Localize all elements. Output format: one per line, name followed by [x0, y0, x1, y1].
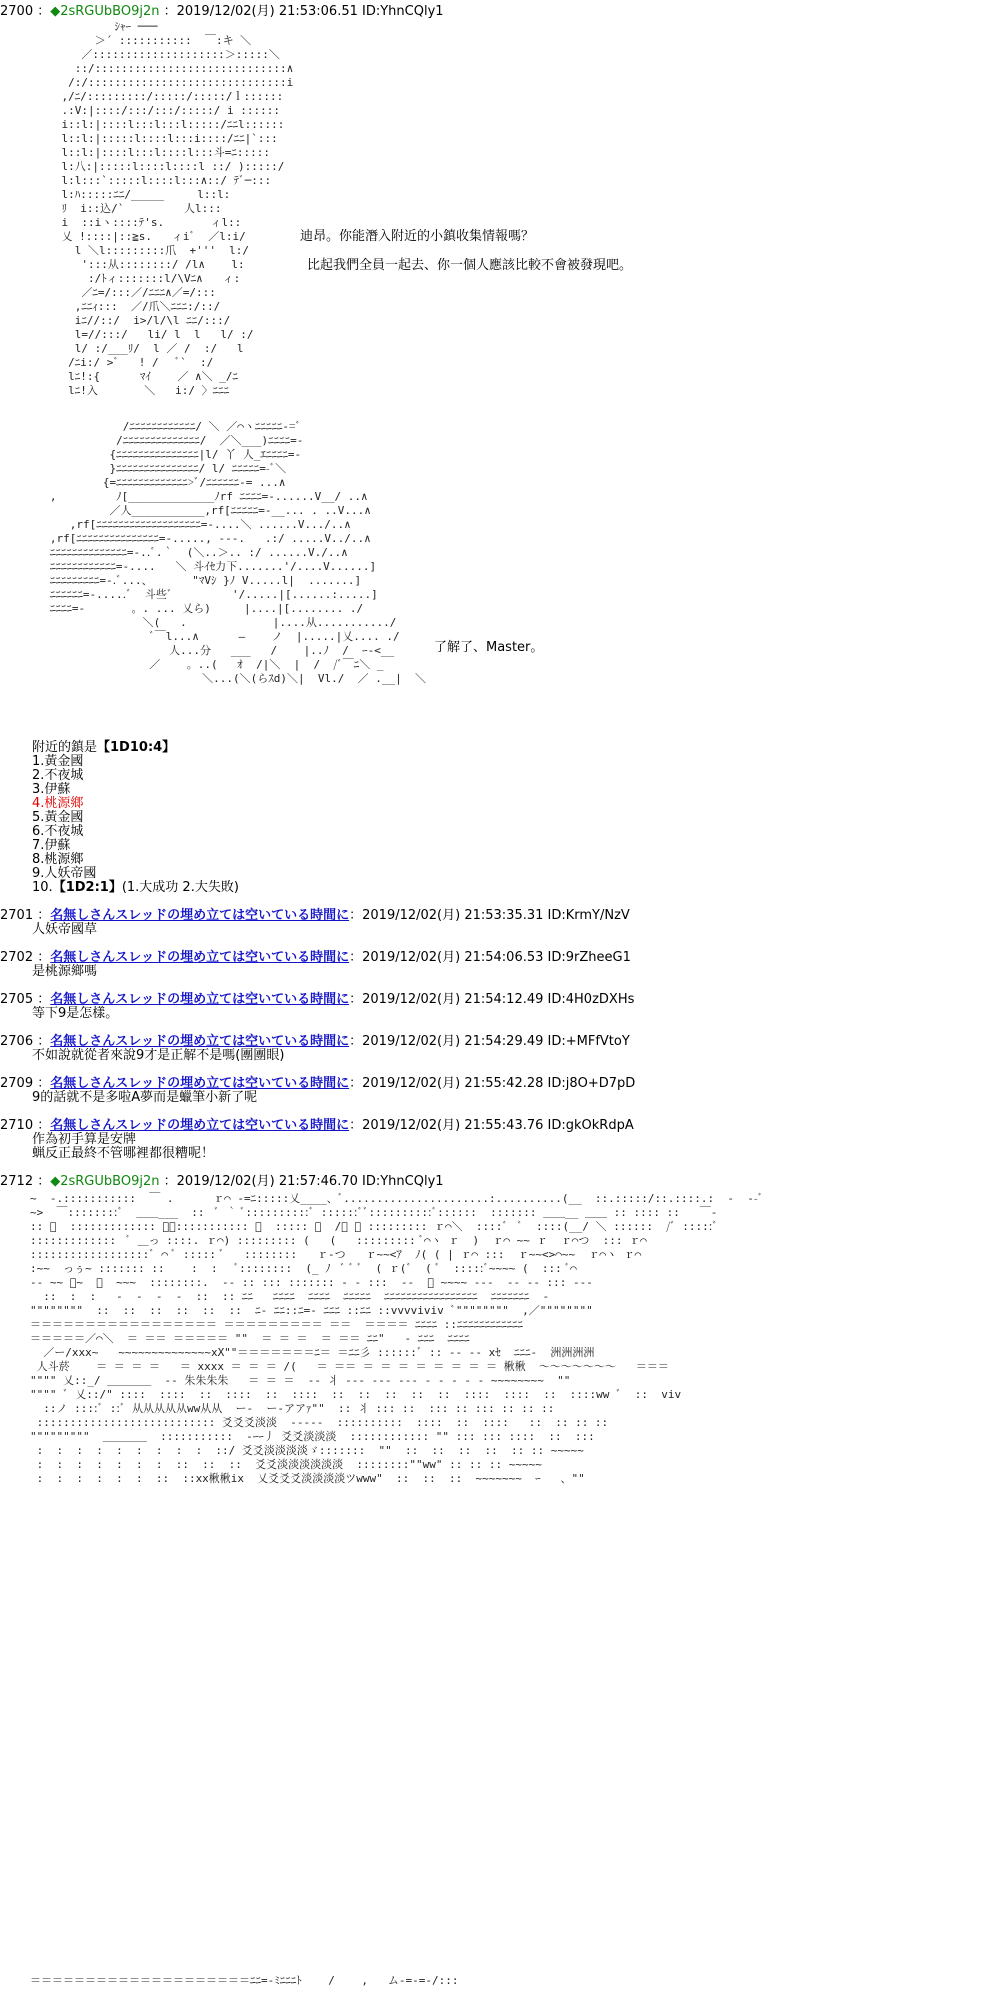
- post-header-2712: 2712 ：◆2sRGUbBO9j2n ：2019/12/02(月) 21:57:46.70 ID:YhnCQly1: [0, 1174, 444, 1189]
- poster-id[interactable]: ID:gkOkRdpA: [547, 1118, 634, 1133]
- roll-item: 9.人妖帝國: [32, 866, 97, 881]
- post-body: 等下9是怎樣。: [32, 1006, 119, 1021]
- post-body: 作為初手算是安牌: [32, 1132, 137, 1147]
- poster-id[interactable]: ID:YhnCQly1: [362, 4, 444, 19]
- ascii-art-character: ｼｬｰ ─── ＞´ ::::::::::: ￣:キ ＼ ／::::::::::::::::::::＞:::::＼ ::/:::::::::::::::::::::::::::::∧ /:/::::::::::::::::::::::::::::::i ,/ﾆ/:::::::::/:::::/:::::/ｌ:::::: .:V:|::::/:::/:::/:::::/ i :::::: i::l:|::::l:::l:::l:::::/ﾆﾆl:::::: l::l:|:::::l::::l:::i::::/ﾆﾆ|`::: l::l:|::::l:::l::::l:::斗=ﾆ::::: l:八:|:::::l::::l::::l ::/ ):::::/ l:l:::`:::::l::::l:::∧::/ ﾃﾞ─::: l:ﾊ:::::ﾆﾆ/_____ l::l: ﾘ i::込/` 人l::: i ::iヽ::::ﾃ's. ィl:: 乂 !::::|::≧s. ィiﾞ ／l:i/ l ＼l:::::::::爪 +''' l:/ ':::从::::::::/ /l∧ l: :/ﾄィ:::::::l/\Vﾆ∧ ィ: ／ﾆ=/:::／/ﾆﾆﾆ∧／=/::: ,ﾆﾆｨ::: ／/爪＼ﾆﾆﾆ:/::/ iﾆ//::/ i>/l/\l ﾆﾆ/:::/ l=//:::/ li/ l l l/ :/ l/ :/___ﾘ/ l ／ / :/ l /ﾆi:/ >ﾞ ! / ﾞ` :/ lﾆ!:{ ﾏｲ ／ ∧＼ _/ﾆ lﾆ!入 ＼ i:/ 〉ﾆﾆﾆ: [61, 20, 294, 397]
- poster-id[interactable]: ID:j8O+D7pD: [547, 1076, 636, 1091]
- roll-item: 1.黃金國: [32, 754, 84, 769]
- roll-intro: 附近的鎮是【1D10:4】: [32, 740, 176, 755]
- roll-item: 2.不夜城: [32, 768, 84, 783]
- poster-name-link[interactable]: 名無しさんスレッドの埋め立ては空いている時間に: [50, 950, 350, 965]
- ascii-art-character-2: /ﾆﾆﾆﾆﾆﾆﾆﾆﾆﾆﾆﾆ/ ＼ ／⌒ヽﾆﾆﾆﾆﾆ-=ﾞ /ﾆﾆﾆﾆﾆﾆﾆﾆﾆﾆﾆﾆﾆﾆ/ ／＼___)ﾆﾆﾆﾆ=- {ﾆﾆﾆﾆﾆﾆﾆﾆﾆﾆﾆﾆﾆﾆﾆ|l/ 丫 人_ｴﾆﾆﾆﾆ=- }ﾆﾆﾆﾆﾆﾆﾆﾆﾆﾆﾆﾆﾆﾆﾆ/ l/ ﾆﾆﾆﾆﾆ=-ﾞ＼ {=ﾆﾆﾆﾆﾆﾆﾆﾆﾆﾆﾆﾆﾆ>ﾞ/ﾆﾆﾆﾆﾆﾆ-= ...∧ , ﾉ[_____________ﾉrf ﾆﾆﾆﾆ=-......V__/ ..∧ ／人___________,rf[ﾆﾆﾆﾆﾆ=-__... . ..V...∧ ,rf[ﾆﾆﾆﾆﾆﾆﾆﾆﾆﾆﾆﾆﾆﾆﾆﾆﾆﾆﾆ=-....＼ ......V.../..∧ ,rf[ﾆﾆﾆﾆﾆﾆﾆﾆﾆﾆﾆﾆﾆﾆﾆ=-....., ---. .:/ .....V../..∧ ﾆﾆﾆﾆﾆﾆﾆﾆﾆﾆﾆﾆﾆﾆ=-..ﾞ.｀ (＼..＞.. :/ ......V./..∧ ﾆﾆﾆﾆﾆﾆﾆﾆﾆﾆﾆﾆ=-.... ＼ 斗ｲｾ力下.......'/....V......] ﾆﾆﾆﾆﾆﾆﾆﾆﾆ=-.ﾞ...、 "ﾏVｼ }ﾉ V.....l| .......] ﾆﾆﾆﾆﾆﾆ=-.....ﾞ 斗些ﾞ '/.....|[......:.....] ﾆﾆﾆﾆ=- 。. ... 乂ら) |....|[........ ./ ＼( . |....从.........../ ﾞ￣l...∧ ― ノ |.....|乂.... ./ 人...分 ___ / |..ﾉ / ｰ-<__ ／ 。..( ｵ /|＼ | / /ﾞ￣ﾆ＼ _ ＼...(＼(らｽd)＼| Vl./ ／ .__| ＼: [49, 420, 427, 685]
- roll-item: 3.伊蘇: [32, 782, 71, 797]
- poster-name-link[interactable]: 名無しさんスレッドの埋め立ては空いている時間に: [50, 992, 350, 1007]
- post-body: 不如說就從者來說9才是正解不是嗎(團團眼): [32, 1048, 285, 1063]
- dice-result: 【1D2:1】: [52, 880, 122, 895]
- dialog-line-1: 迪昂。你能潛入附近的小鎮收集情報嗎？: [300, 229, 535, 244]
- poster-id[interactable]: ID:4H0zDXHs: [547, 992, 635, 1007]
- post-body: 人妖帝國草: [32, 922, 98, 937]
- dice-result: 【1D10:4】: [97, 740, 176, 755]
- post-body: 9的話就不是多啦A夢而是蠟筆小新了呢: [32, 1090, 258, 1105]
- roll-item-10: 10.【1D2:1】(1.大成功 2.大失敗): [32, 880, 239, 895]
- post-header-2709: 2709 ：名無しさんスレッドの埋め立ては空いている時間に：2019/12/02(月) 21:55:42.28 ID:j8O+D7pD: [0, 1076, 636, 1091]
- poster-id[interactable]: ID:9rZheeG1: [547, 950, 631, 965]
- trip-code[interactable]: ◆2sRGUbBO9j2n: [50, 1174, 160, 1189]
- dialog-line-2: 比起我們全員一起去、你一個人應該比較不會被發現吧。: [307, 258, 633, 273]
- roll-item-selected: 4.桃源鄉: [32, 796, 84, 811]
- post-header-2710: 2710 ：名無しさんスレッドの埋め立ては空いている時間に：2019/12/02(月) 21:55:43.76 ID:gkOkRdpA: [0, 1118, 634, 1133]
- poster-id[interactable]: ID:KrmY/NzV: [547, 908, 630, 923]
- ascii-art-scenery: ~ -.::::::::::: ￣ . ｒ⌒ -=ﾆ:::::乂____、ﾞ......................:..........(__ ::.:::::/::.::::.: - --ﾞ ~> ￣::::::::ﾞ ＿＿___ :: ﾞ ｀ ﾞ::::::::::ﾞ ::::::ﾞﾞ::::::::::ﾞ:::::: ::::::: ＿＿__ ＿＿ :: :::: :: ￣- :: ﾞ ::::::::::::: ＿＿::::::::::: ﾞ ::::: ﾞ /ﾞ ﾞ ::::::::: ｒ⌒＼ ::::ﾞ ﾞ ::::(__/ ＼ :::::: /ﾞ :::::ﾞ ::::::::::::: ﾞ ＿っ ::::. ｒ⌒) ::::::::: ( ( ::::::::: ﾞ⌒ヽ ｒ ) ｒ⌒ ~~ ｒ ｒ⌒つ ::: ｒ⌒ ::::::::::::::::::ﾞ ⌒ ﾞ ::::: ﾞ :::::::: ｒ‐つ ｒ~~<ｱ ﾉ( ( | ｒ⌒ ::: ｒ~~<>⌒~~ ｒ⌒ヽ ｒ⌒ :~~ っぅ~ ::::::: :: : : ﾞ:::::::: (_ ﾉ ﾞ ﾞ ﾞ ( ｒ(ﾞ ( ﾞ :::::ﾞ~~~~ ( ::: ﾞ⌒ -- ~~ ﾞ~ ﾞ ~~~ ::::::::. -- :: ::: ::::::: ‐ ‐ ::: -- ﾞ ~~~~ ‐‐‐ -- ‐‐ ::: ‐‐‐ :: : : - - - - :: :: ﾆﾆ ﾆﾆﾆﾆ ﾆﾆﾆﾆ ﾆﾆﾆﾆﾆ ﾆﾆﾆﾆﾆﾆﾆﾆﾆﾆﾆﾆﾆﾆﾆﾆﾆ ﾆﾆﾆﾆﾆﾆﾆ - """""""" :: :: :: :: :: :: ﾆ- ﾆﾆ::ﾆ=- ﾆﾆﾆ ::ﾆﾆ ::vvvviviv ﾞ"""""""" ,／"""""""" ＝＝＝＝＝＝＝＝＝＝＝＝＝＝＝＝＝ ＝＝＝＝＝＝＝＝＝ ＝＝ ＝＝＝＝ ﾆﾆﾆﾆ ::ﾆﾆﾆﾆﾆﾆﾆﾆﾆﾆﾆﾆ ＝＝＝＝＝／⌒＼ ＝ ＝＝ ＝＝＝＝＝ "" ＝ ＝ ＝ ＝ ＝＝ ﾆﾆ" ‐ ﾆﾆﾆ ﾆﾆﾆﾆ ／ー/xxx~ ~~~~~~~~~~~~~~xX""＝＝＝＝＝＝＝ﾆ＝ ＝ﾆﾆ彡 ::::::ﾞ :: ‐‐ ‐‐ xｾ ﾆﾆﾆ‐ 洲洲洲洲 人斗菸 ＝ ＝ ＝ ＝ ＝ xxxx ＝ ＝ ＝ /( ＝ ＝＝ ＝ ＝ ＝ ＝ ＝ ＝ ＝ ＝ 楸楸 ～～～～～～～ ＝＝＝ """" 乂::_/ ＿＿＿＿ ‐‐ 朱朱朱朱 ＝ ＝ ＝ ‐‐ 丬 ‐‐‐ ‐‐‐ ‐‐‐ ‐ ‐ ‐ ‐ ‐ ~~~~~~~~ "" """" ﾞ 乂::/" :::: :::: :: :::: :: :::: :: :: :: :: :: :::: :::: :: ::::ww ﾞ :: viv ::ノ ::::ﾞ ::ﾞ 从从从从从ww从从 ー- ー-アアｧ"" :: 丬 ::: :: ::: :: ::: :: :: :: ::::::::::::::::::::::::::: 爻爻爻淡淡 -‐‐‐- :::::::::: :::: :: :::: :: :: :: :: """"""""" ＿＿＿＿ ::::::::::: -ｰｰ丿 爻爻淡淡淡 :::::::::::: "" ::: ::: :::: :: ::: : : : : : : : : : ::/ 爻爻淡淡淡淡ゞ::::::: "" :: :: :: :: :: :: ~~~~~ : : : : : : : :: :: :: 爻爻淡淡淡淡淡淡 ::::::::""ww" :: :: :: ~~~~~ : : : : : : :: ::xx楸楸ix 乂爻爻爻淡淡淡淡ツwww" :: :: :: ~~~~~~~ ｰ 、"": [30, 1192, 764, 1485]
- roll-item: 7.伊蘇: [32, 838, 71, 853]
- roll-item: 8.桃源鄉: [32, 852, 84, 867]
- poster-name-link[interactable]: 名無しさんスレッドの埋め立ては空いている時間に: [50, 908, 350, 923]
- trip-code[interactable]: ◆2sRGUbBO9j2n: [50, 4, 160, 19]
- poster-id[interactable]: ID:+MFfVtoY: [547, 1034, 630, 1049]
- ascii-art-bottom: ＝＝＝＝＝＝＝＝＝＝＝＝＝＝＝＝＝＝＝＝ﾆﾆ=-ﾐﾆﾆﾆﾄ / , ム-=-=-/:::: [30, 1974, 459, 1987]
- poster-name-link[interactable]: 名無しさんスレッドの埋め立ては空いている時間に: [50, 1034, 350, 1049]
- post-header-2702: 2702 ：名無しさんスレッドの埋め立ては空いている時間に：2019/12/02(月) 21:54:06.53 ID:9rZheeG1: [0, 950, 631, 965]
- dialog-reply: 了解了、Master。: [434, 640, 544, 655]
- post-header-2701: 2701 ：名無しさんスレッドの埋め立ては空いている時間に：2019/12/02(月) 21:53:35.31 ID:KrmY/NzV: [0, 908, 630, 923]
- post-body: 是桃源鄉嗎: [32, 964, 98, 979]
- roll-item: 6.不夜城: [32, 824, 84, 839]
- poster-id[interactable]: ID:YhnCQly1: [362, 1174, 444, 1189]
- post-header-2700: 2700 ：◆2sRGUbBO9j2n ：2019/12/02(月) 21:53:06.51 ID:YhnCQly1: [0, 4, 444, 19]
- poster-name-link[interactable]: 名無しさんスレッドの埋め立ては空いている時間に: [50, 1076, 350, 1091]
- post-header-2705: 2705 ：名無しさんスレッドの埋め立ては空いている時間に：2019/12/02(月) 21:54:12.49 ID:4H0zDXHs: [0, 992, 635, 1007]
- post-header-2706: 2706 ：名無しさんスレッドの埋め立ては空いている時間に：2019/12/02(月) 21:54:29.49 ID:+MFfVtoY: [0, 1034, 630, 1049]
- post-body: 蝋反正最終不管哪裡都很糟呢！: [32, 1146, 215, 1161]
- roll-item: 5.黃金國: [32, 810, 84, 825]
- poster-name-link[interactable]: 名無しさんスレッドの埋め立ては空いている時間に: [50, 1118, 350, 1133]
